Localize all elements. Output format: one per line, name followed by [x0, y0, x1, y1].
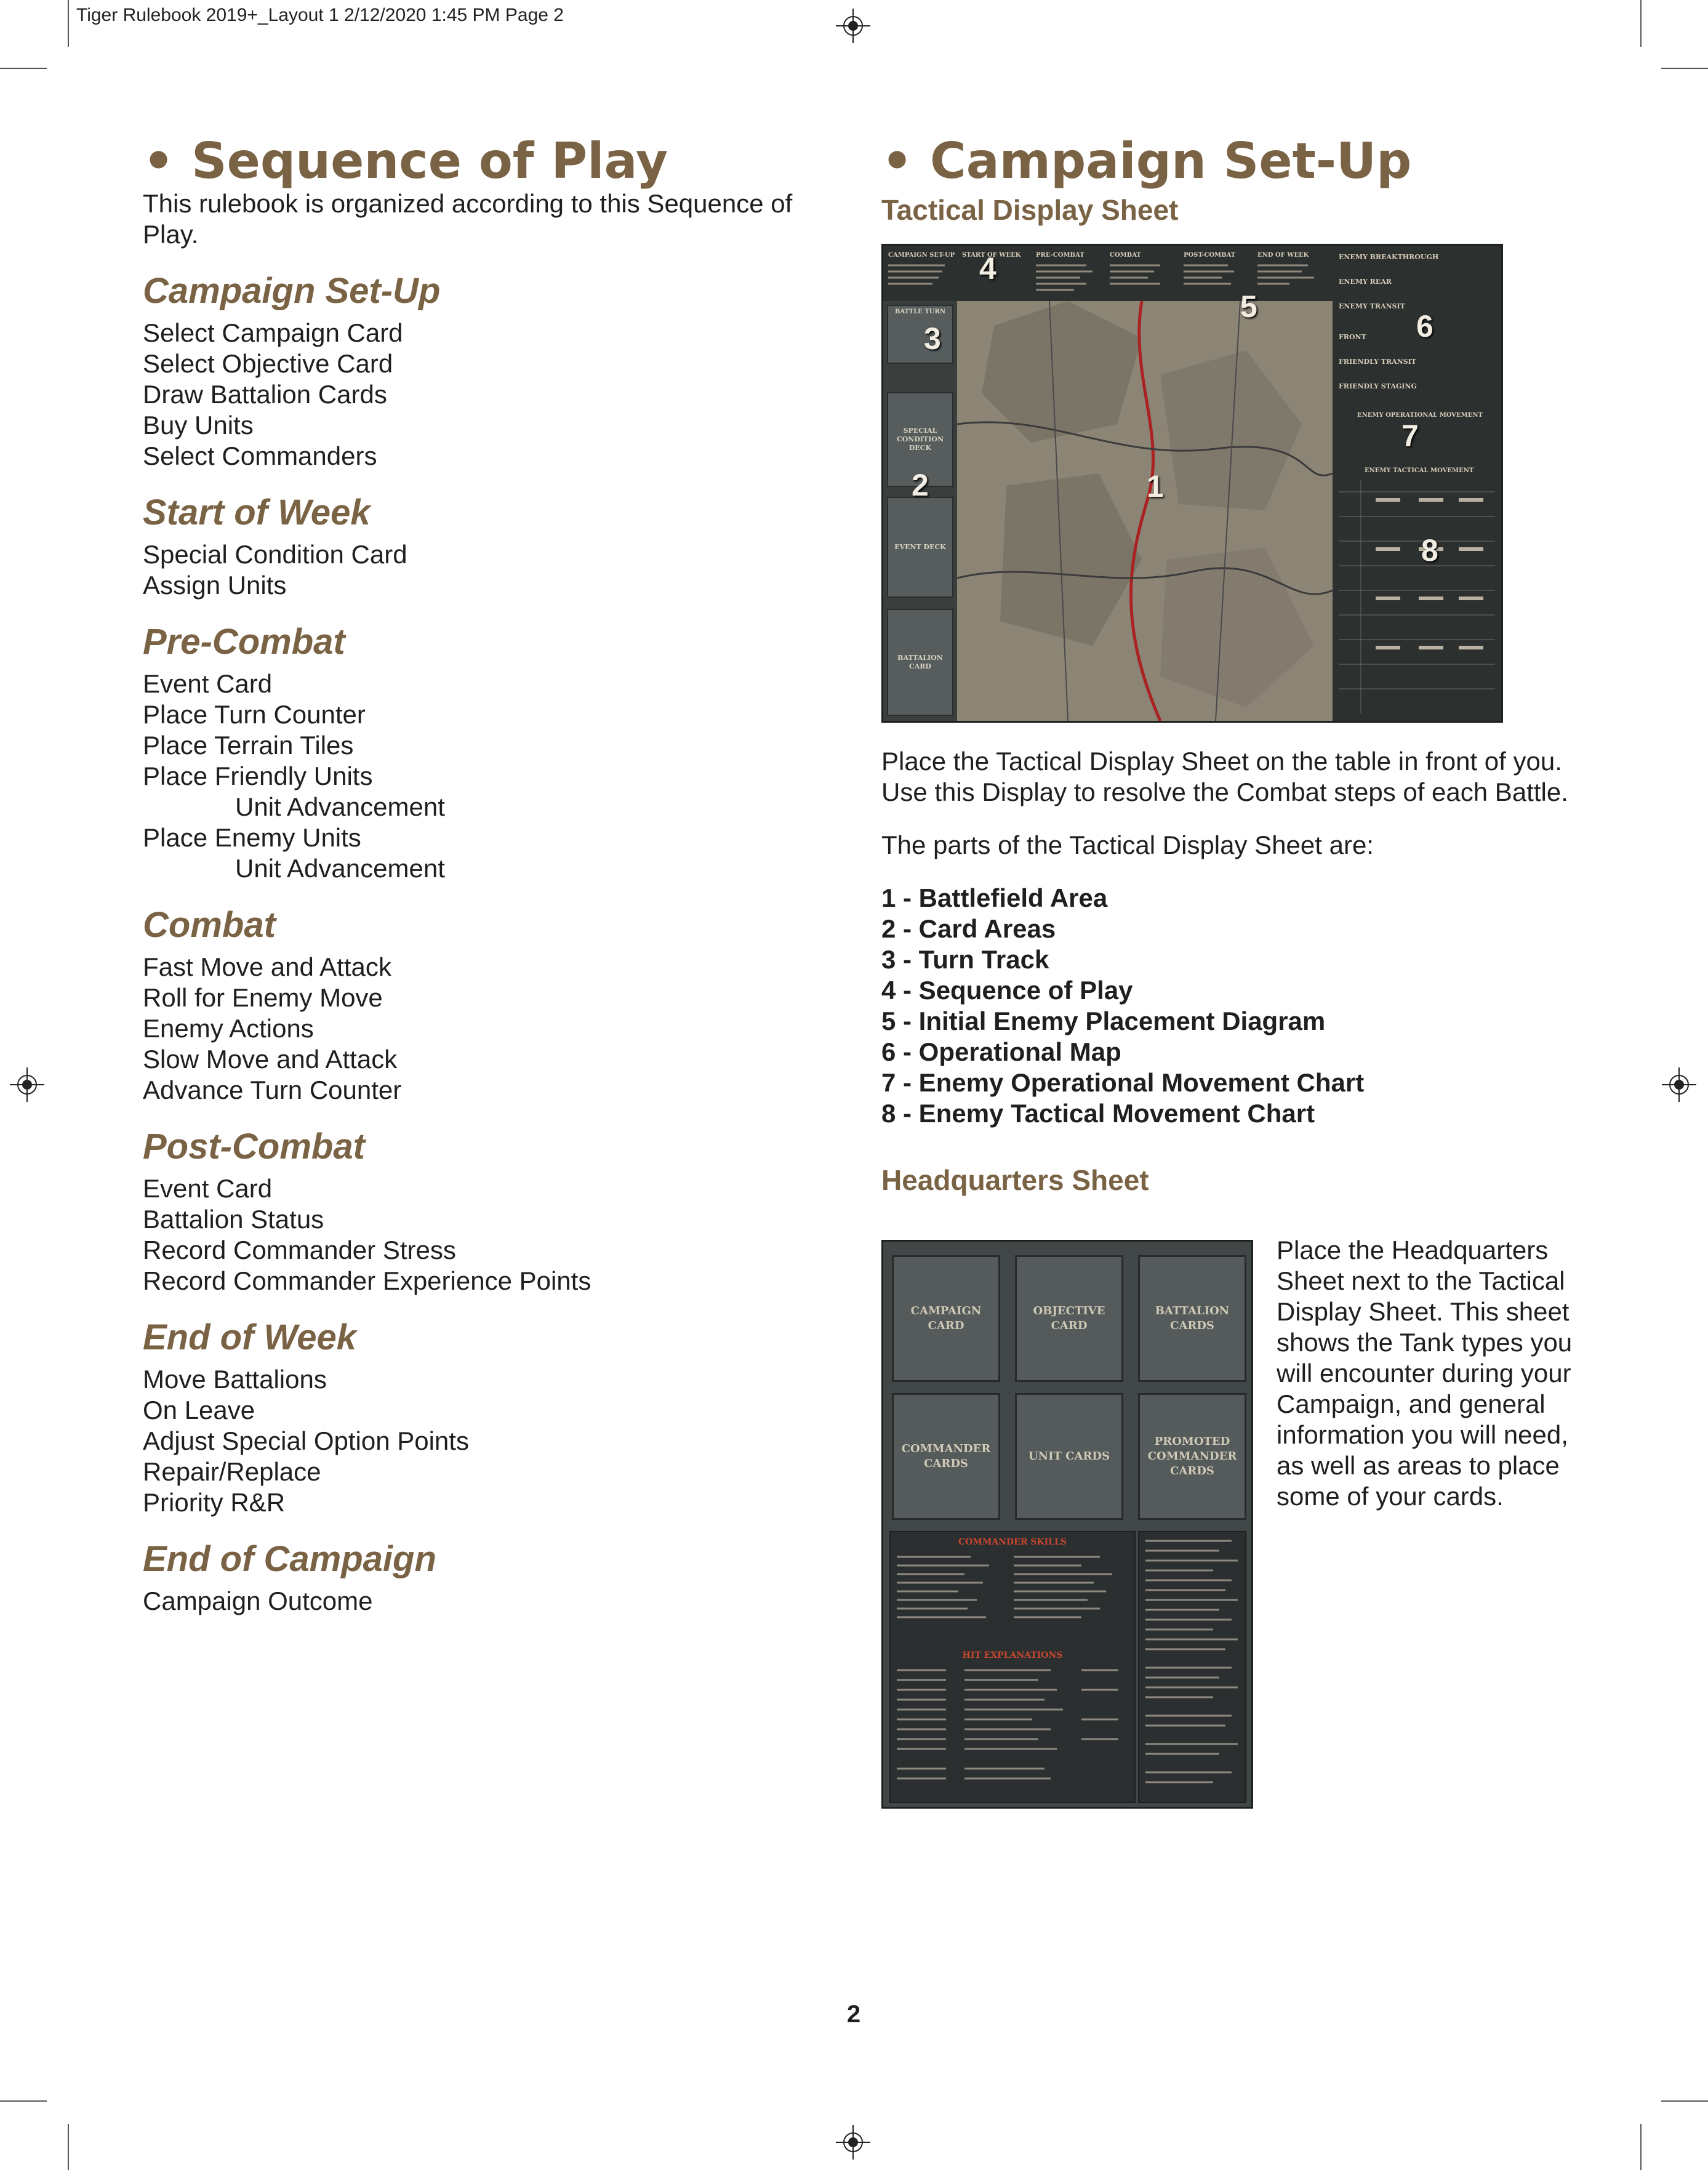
list-item: Event Card	[143, 1174, 273, 1203]
section-heading: Campaign Set-Up	[143, 271, 441, 311]
tactical-description	[881, 746, 1571, 1194]
list-item: Special Condition Card	[143, 540, 407, 569]
list-item: 2 - Card Areas	[881, 914, 1056, 943]
hq-paragraph: Place the Headquarters Sheet next to the Tactical Display Sheet. This sheet shows the Tank types you will encounter during your Campaign, and general information you will need, as well as areas to place some of your cards.	[1277, 1236, 1573, 1511]
list-item: Place Turn Counter	[143, 700, 366, 729]
list-item: Unit Advancement	[235, 792, 445, 821]
section-campaign-set-up	[143, 273, 820, 472]
deck-label: SPECIAL CONDITION DECK	[896, 427, 944, 452]
turn-track-label: BATTLE TURN	[895, 308, 945, 315]
page-title: • Sequence of Play	[143, 132, 668, 190]
deck-label: EVENT DECK	[894, 543, 946, 551]
list-item: Slow Move and Attack	[143, 1045, 398, 1074]
sequence-text-lines	[883, 262, 1333, 299]
zone-label: ENEMY BREAKTHROUGH	[1339, 253, 1439, 261]
list-item: Roll for Enemy Move	[143, 983, 383, 1012]
registration-mark-icon	[836, 9, 870, 43]
list-item: 6 - Operational Map	[881, 1037, 1121, 1066]
list-item: Move Battalions	[143, 1365, 327, 1394]
seq-header: CAMPAIGN SET-UP	[888, 252, 955, 259]
list-item: 3 - Turn Track	[881, 945, 1049, 974]
list-item: 1 - Battlefield Area	[881, 883, 1108, 912]
hq-card-slot: COMMANDER CARDS	[892, 1393, 1000, 1520]
list-item: Campaign Outcome	[143, 1586, 373, 1615]
section-heading: Start of Week	[143, 492, 371, 532]
list-item: Record Commander Stress	[143, 1236, 456, 1264]
section-heading: End of Campaign	[143, 1539, 436, 1579]
section-start-of-week	[143, 492, 820, 601]
section-end-of-campaign	[143, 1541, 820, 1617]
event-deck	[887, 497, 953, 598]
page-number: 2	[846, 2001, 861, 2028]
crop-mark	[1661, 2100, 1708, 2102]
seq-header: START OF WEEK	[962, 252, 1021, 259]
battlefield-map	[957, 301, 1333, 721]
list-item: Select Commanders	[143, 441, 377, 470]
callout-1: 1	[1147, 469, 1164, 504]
list-item: Place Friendly Units	[143, 762, 373, 790]
hq-card-slot: OBJECTIVE CARD	[1015, 1255, 1123, 1382]
callout-5: 5	[1240, 289, 1257, 324]
seq-header: PRE-COMBAT	[1036, 252, 1085, 259]
turn-track	[887, 305, 953, 364]
tactical-display-heading: Tactical Display Sheet	[881, 194, 1179, 226]
section-heading: End of Week	[143, 1317, 356, 1357]
callout-7: 7	[1401, 419, 1419, 453]
print-slug: Tiger Rulebook 2019+_Layout 1 2/12/2020 1:45 PM Page 2	[76, 5, 564, 25]
callout-8: 8	[1421, 533, 1438, 568]
hq-card-slot: PROMOTED COMMANDER CARDS	[1138, 1393, 1246, 1520]
list-item: Battalion Status	[143, 1205, 324, 1234]
hq-card-slot: BATTALION CARDS	[1138, 1255, 1246, 1382]
crop-mark	[68, 0, 69, 47]
crop-mark	[1640, 2124, 1642, 2170]
hq-card-slot: CAMPAIGN CARD	[892, 1255, 1000, 1382]
sequence-strip	[883, 246, 1333, 301]
list-item: 5 - Initial Enemy Placement Diagram	[881, 1007, 1326, 1035]
list-item: 7 - Enemy Operational Movement Chart	[881, 1068, 1365, 1097]
intro-text: This rulebook is organized according to this Sequence of Play.	[143, 189, 793, 249]
list-item: On Leave	[143, 1396, 255, 1425]
list-item: Priority R&R	[143, 1488, 286, 1517]
list-item: Repair/Replace	[143, 1457, 321, 1486]
section-post-combat	[143, 1129, 820, 1296]
crop-mark	[1640, 0, 1642, 47]
list-item: Select Campaign Card	[143, 318, 403, 347]
crop-mark	[0, 68, 47, 69]
list-item: Buy Units	[143, 411, 254, 440]
card-column	[883, 301, 957, 721]
list-item: Fast Move and Attack	[143, 952, 391, 981]
registration-mark-icon	[1662, 1067, 1696, 1102]
list-item: Place Enemy Units	[143, 823, 361, 852]
seq-header: END OF WEEK	[1257, 252, 1309, 259]
callout-3: 3	[924, 321, 941, 356]
list-item: Select Objective Card	[143, 349, 393, 378]
registration-mark-icon	[10, 1067, 44, 1102]
tactical-movement-table	[1339, 480, 1495, 713]
battalion-card-slot	[887, 609, 953, 716]
list-item: Place Terrain Tiles	[143, 731, 354, 760]
section-heading: Post-Combat	[143, 1127, 365, 1167]
seq-header: POST-COMBAT	[1184, 252, 1236, 259]
list-item: Advance Turn Counter	[143, 1075, 402, 1104]
crop-mark	[68, 2124, 69, 2170]
list-item: Draw Battalion Cards	[143, 380, 387, 409]
chart-label: ENEMY OPERATIONAL MOVEMENT	[1357, 412, 1483, 419]
hq-sheet-image	[881, 1240, 1253, 1809]
list-item: 8 - Enemy Tactical Movement Chart	[881, 1099, 1315, 1128]
zone-label: ENEMY TRANSIT	[1339, 302, 1405, 310]
registration-mark-icon	[836, 2125, 870, 2160]
section-heading: Combat	[143, 905, 276, 945]
deck-label: BATTALION CARD	[897, 654, 943, 670]
map-terrain	[957, 301, 1333, 721]
right-title: • Campaign Set-Up	[881, 132, 1412, 190]
list-item: 4 - Sequence of Play	[881, 976, 1133, 1005]
seq-header: COMBAT	[1110, 252, 1141, 259]
section-pre-combat	[143, 624, 820, 884]
panel-heading: COMMANDER SKILLS	[958, 1537, 1067, 1547]
section-end-of-week	[143, 1317, 820, 1518]
section-heading: Pre-Combat	[143, 622, 345, 662]
tactical-parts-intro: The parts of the Tactical Display Sheet are:	[881, 830, 1374, 859]
zone-label: ENEMY REAR	[1339, 278, 1392, 286]
hq-side-panel	[1138, 1531, 1246, 1803]
side-panel-text-lines	[1139, 1532, 1245, 1802]
list-item: Assign Units	[143, 571, 287, 600]
tactical-parts-list	[881, 883, 1571, 1129]
zone-label: FRIENDLY STAGING	[1339, 382, 1417, 390]
panel-text-lines	[897, 1553, 1128, 1797]
hq-info-panel	[889, 1531, 1136, 1803]
zone-label: FRONT	[1339, 333, 1366, 341]
section-combat	[143, 907, 820, 1106]
zone-label: FRIENDLY TRANSIT	[1339, 358, 1416, 366]
callout-6: 6	[1416, 309, 1433, 344]
tactical-display-sheet-image	[881, 244, 1503, 723]
panel-heading: HIT EXPLANATIONS	[962, 1650, 1063, 1660]
sequence-of-play-column	[143, 132, 820, 1617]
crop-mark	[0, 2100, 47, 2102]
list-item: Enemy Actions	[143, 1014, 314, 1043]
crop-mark	[1661, 68, 1708, 69]
list-item: Event Card	[143, 669, 273, 698]
hq-heading: Headquarters Sheet	[881, 1164, 1149, 1196]
tactical-paragraph: Place the Tactical Display Sheet on the table in front of you. Use this Display to resolve the Combat steps of each Battle.	[881, 747, 1568, 806]
list-item: Adjust Special Option Points	[143, 1426, 469, 1455]
callout-2: 2	[912, 468, 929, 502]
list-item: Unit Advancement	[235, 854, 445, 883]
list-item: Record Commander Experience Points	[143, 1266, 591, 1295]
callout-4: 4	[979, 251, 996, 286]
chart-label: ENEMY TACTICAL MOVEMENT	[1365, 467, 1474, 474]
campaign-set-up-column	[881, 132, 1571, 226]
hq-card-slot: UNIT CARDS	[1015, 1393, 1123, 1520]
